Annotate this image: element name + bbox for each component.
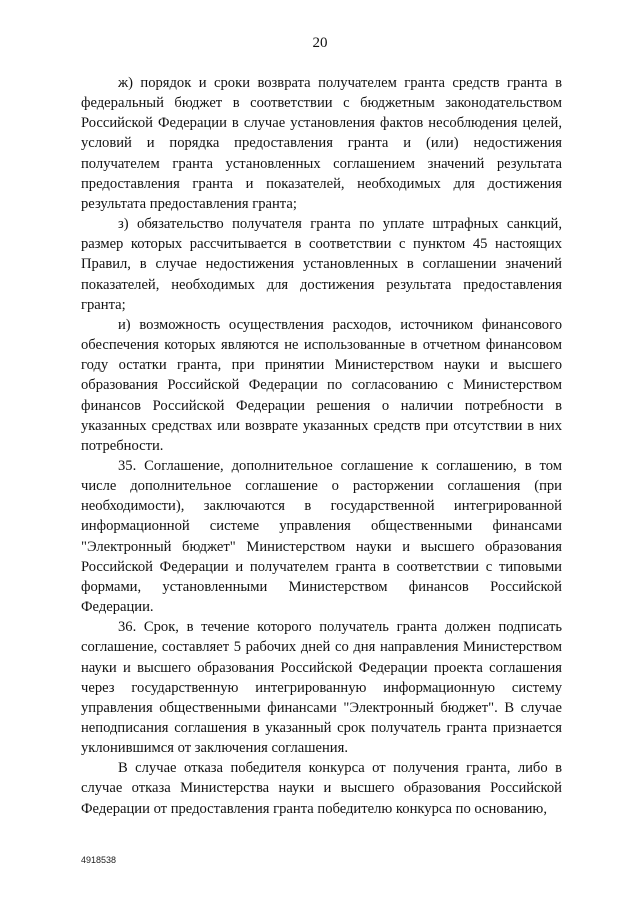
document-code: 4918538: [81, 855, 117, 865]
paragraph-clause-36: 36. Срок, в течение которого получатель гранта должен подписать соглашение, составляет 5 рабочих дней со дня направления Министерством науки и высшего образования Российской Федерации проекта соглашения через государственную интегрированную информационную систему управления общественными финансами "Электронный бюджет". В случае неподписания соглашения в указанный срок получатель гранта признается уклонившимся от заключения соглашения.: [81, 619, 562, 757]
paragraph-item-i: и) возможность осуществления расходов, источником финансового обеспечения которых являются не использованные в отчетном финансовом году остатки гранта, при принятии Министерством науки и высшего образования Российской Федерации по согласованию с Министерством финансов Российской Федерации решения о наличии потребности в указанных средствах или возврате указанных средств при отсутствии в них потребности.: [81, 316, 562, 454]
page-number: 20: [312, 35, 328, 51]
paragraph-clause-35: 35. Соглашение, дополнительное соглашение к соглашению, в том числе дополнительное соглашение о расторжении соглашения (при необходимости), заключаются в государственной интегрированной информационной системе управления общественными финансами "Электронный бюджет" Министерством науки и высшего образования Российской Федерации и получателем гранта в соответствии с типовыми формами, установленными Министерством финансов Российской Федерации.: [81, 457, 562, 616]
paragraph-item-z: з) обязательство получателя гранта по уплате штрафных санкций, размер которых рассчитывается в соответствии с пунктом 45 настоящих Правил, в случае недостижения установленных в соглашении значений показателей, необходимых для достижения результата предоставления гранта;: [81, 216, 562, 313]
paragraph-refusal-case: В случае отказа победителя конкурса от получения гранта, либо в случае отказа Министерства науки и высшего образования Российской Федерации от предоставления гранта победителю конкурса по основанию,: [81, 760, 562, 817]
paragraph-item-zh: ж) порядок и сроки возврата получателем гранта средств гранта в федеральный бюджет в соответствии с бюджетным законодательством Российской Федерации в случае установления фактов несоблюдения целей, условий и порядка предоставления гранта и (или) недостижения получателем гранта установленных соглашением значений результата предоставления гранта и показателей, необходимых для достижения результата предоставления гранта;: [81, 75, 562, 212]
document-body: [81, 73, 562, 819]
